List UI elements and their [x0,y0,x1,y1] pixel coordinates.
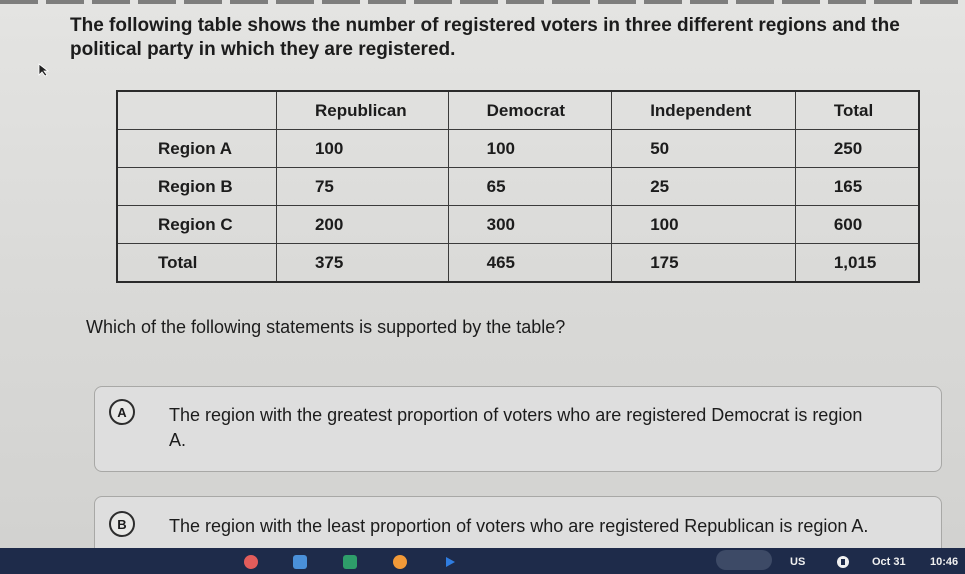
voter-table [116,90,920,283]
choice-letter-badge: A [109,399,135,425]
table-cell: 250 [795,130,919,168]
table-header-cell: Independent [612,91,796,130]
os-taskbar [0,548,965,574]
table-cell: 65 [448,168,612,206]
choice-text: The region with the greatest proportion of voters who are registered Democrat is region A. [169,405,863,450]
table-header-cell [117,91,276,130]
answer-choice-b[interactable] [94,496,942,556]
table-cell: 25 [612,168,796,206]
choice-letter-badge: B [109,511,135,537]
table-cell: 600 [795,206,919,244]
question-text: Which of the following statements is supported by the table? [86,317,566,337]
tray-indicator-pill[interactable] [716,550,772,570]
problem-intro: The following table shows the number of registered voters in three different regions and the political party in which they are registered. [70,15,900,60]
chrome-beta-icon[interactable] [393,555,407,569]
row-label: Region C [117,206,276,244]
answer-choice-a[interactable] [94,386,942,472]
time-label[interactable]: 10:46 [930,556,959,568]
docs-icon[interactable] [343,555,357,569]
table-cell: 75 [276,168,448,206]
table-cell: 375 [276,244,448,283]
table-row [117,168,919,206]
table-cell: 165 [795,168,919,206]
top-divider [0,0,965,4]
locale-indicator[interactable]: US [790,556,806,568]
table-header-cell: Republican [276,91,448,130]
play-icon[interactable] [443,555,457,569]
choice-text: The region with the least proportion of voters who are registered Republican is region A. [169,516,869,536]
table-cell: 50 [612,130,796,168]
table-row [117,244,919,283]
date-label[interactable]: Oct 31 [872,556,906,568]
table-header-row [117,91,919,130]
table-cell: 100 [448,130,612,168]
chrome-icon[interactable] [244,555,258,569]
table-row [117,206,919,244]
table-cell: 200 [276,206,448,244]
row-label: Region B [117,168,276,206]
table-header-cell: Democrat [448,91,612,130]
table-cell: 100 [276,130,448,168]
table-cell: 100 [612,206,796,244]
table-cell: 300 [448,206,612,244]
row-label: Region A [117,130,276,168]
files-icon[interactable] [293,555,307,569]
table-row [117,130,919,168]
mouse-cursor-icon [37,63,51,77]
table-cell: 465 [448,244,612,283]
table-header-cell: Total [795,91,919,130]
table-cell: 175 [612,244,796,283]
row-label: Total [117,244,276,283]
table-cell: 1,015 [795,244,919,283]
battery-icon[interactable] [836,555,850,569]
